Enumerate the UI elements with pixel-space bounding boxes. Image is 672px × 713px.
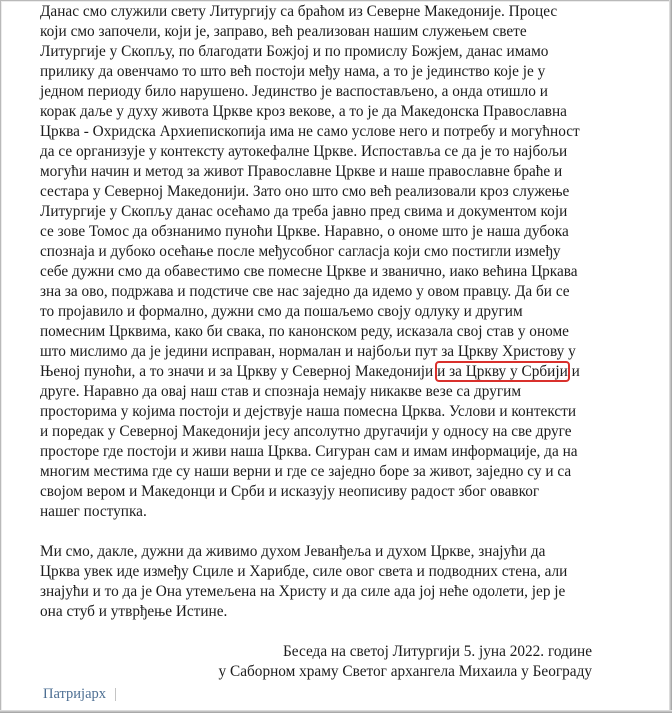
text-line: који смо започели, који је, заправо, већ реализован нашим служењем свете bbox=[40, 23, 527, 40]
text-line: и поредак у Северној Македонији јесу апсолутно другачији у односу на све друге bbox=[40, 423, 572, 440]
text-line: Литургије у Скопљу, по благодати Божјој и по промислу Божјем, данас имамо bbox=[40, 43, 549, 60]
text-line: сестара у Северној Македонији. Зато оно што смо већ реализовали кроз служење bbox=[40, 183, 570, 200]
text-line: себе дужни смо да обавестимо све помесне Цркве и званично, иако већина Цркава bbox=[40, 263, 578, 280]
text-line: својом вером и Македонци и Срби и исказују неописиву радост због овавког bbox=[40, 483, 540, 500]
line-text-after: и bbox=[567, 363, 580, 380]
text-line: то пројавило и формално, дужни смо да пошаљемо своју одлуку и другим bbox=[40, 303, 523, 320]
text-line: помесним Црквима, како би свака, по канонском реду, исказала свој став у ономе bbox=[40, 323, 569, 340]
text-line: многим местима где су наши верни и где се заједно боре за живот, заједно су и са bbox=[40, 463, 572, 480]
text-line-highlighted bbox=[40, 362, 640, 382]
paragraph-2 bbox=[40, 542, 640, 622]
text-line: могући начин и метод за живот Православне Цркве и наше православне браће и bbox=[40, 163, 563, 180]
text-line: да се организује у контексту аутокефалне Цркве. Испоставља се да је то најбољи bbox=[40, 143, 568, 160]
text-line: нашег поступка. bbox=[40, 503, 147, 520]
text-line: корак даље у духу живота Цркве кроз векове, а то је да Македонска Православна bbox=[40, 103, 567, 120]
text-line: Данас смо служили свету Литургију са браћом из Северне Македоније. Процес bbox=[40, 3, 558, 20]
line-text-before: Њеној пуноћи, а то значи и за Цркву у Северној Македонији bbox=[40, 363, 438, 380]
text-line: Ми смо, дакле, дужни да живимо духом Јеванђеља и духом Цркве, знајући да bbox=[40, 543, 546, 560]
highlighted-phrase: и за Цркву у Србији bbox=[437, 363, 568, 380]
paragraph-1 bbox=[40, 2, 640, 522]
text-line: прилику да овенчамо то што већ постоји међу нама, а то је јединство које је у bbox=[40, 63, 546, 80]
text-line: Црква увек иде између Сциле и Харибде, силе овог света и подводних стена, али bbox=[40, 563, 568, 580]
text-line: зна за ово, подржава и подстиче све нас заједно да идемо у овом правцу. Да би се bbox=[40, 283, 570, 300]
text-line: друге. Наравно да овај наш став и спознаја немају никакве везе са другим bbox=[40, 383, 522, 400]
text-line: се зове Томос да обзнанимо пуноћи Цркве. Наравно, о ономе што је наша дубока bbox=[40, 223, 569, 240]
text-line: Црква - Охридска Архиепископија има не само услове него и потребу и могућност bbox=[40, 123, 580, 140]
text-line: просторима у којима постоји и дејствује наша помесна Црква. Услови и контексти bbox=[40, 403, 577, 420]
text-line: знајући и то да је Она утемељена на Христу и да силе ада јој неће одолети, јер је bbox=[40, 583, 566, 600]
text-line: што мислимо да је једини исправан, нормалан и најбољи пут за Цркву Христову у bbox=[40, 343, 576, 360]
text-line: просторе где постоји и живи наша Црква. Сигуран сам и имам информације, да на bbox=[40, 443, 578, 460]
footer-separator: | bbox=[114, 686, 117, 702]
patriarch-link[interactable]: Патријарх bbox=[43, 686, 107, 702]
text-line: спознаја и дубоко осећање после међусобног сагласја који смо постигли између bbox=[40, 243, 561, 260]
signature-line-2: у Саборном храму Светог архангела Михаила у Београду bbox=[218, 663, 592, 680]
article-body bbox=[40, 2, 640, 682]
footer-nav bbox=[43, 686, 117, 703]
text-line: једном периоду било нарушено. Јединство је васпостављено, а онда отишло и bbox=[40, 83, 548, 100]
sermon-signature bbox=[40, 642, 640, 682]
text-line: Литургије у Скопљу данас осећамо да треба јавно пред свима и документом који bbox=[40, 203, 568, 220]
signature-line-1: Беседа на светој Литургији 5. јуна 2022. године bbox=[283, 643, 592, 660]
text-line: она стуб и утврђење Истине. bbox=[40, 603, 228, 620]
